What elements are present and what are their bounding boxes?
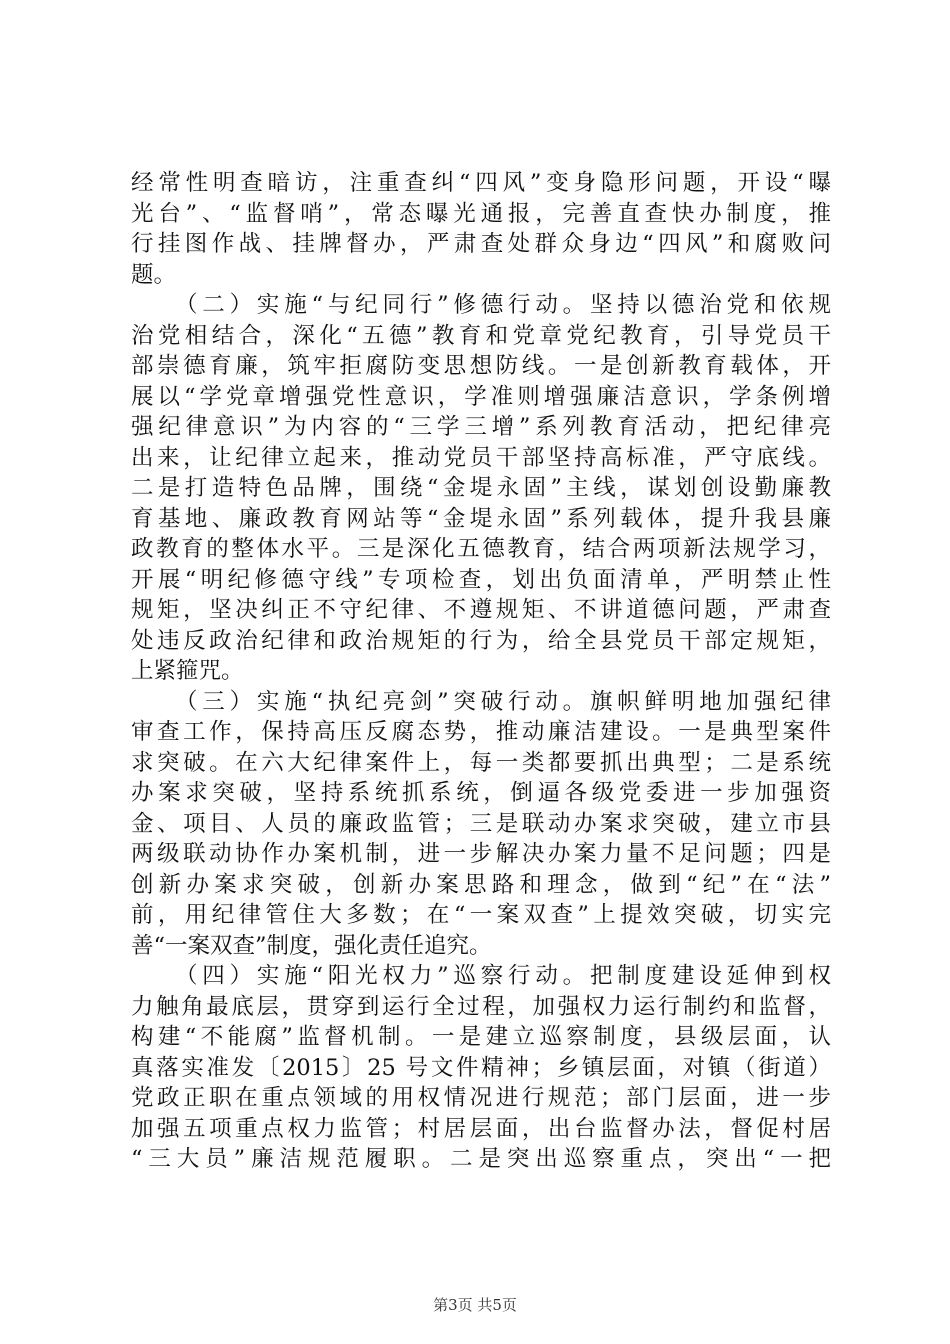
text-line: 二是打造特色品牌，围绕“金堤永固”主线，谋划创设勤廉教 [131, 475, 831, 501]
text-line: 出来，让纪律立起来，推动党员干部坚持高标准，严守底线。 [131, 444, 831, 471]
text-line: 党政正职在重点领域的用权情况进行规范；部门层面，进一步 [131, 1085, 831, 1111]
text-line: 行挂图作战、挂牌督办，严肃查处群众身边“四风”和腐败问 [131, 231, 831, 257]
text-line: 育基地、廉政教育网站等“金堤永固”系列载体，提升我县廉 [131, 505, 831, 532]
text-line: 金、项目、人员的廉政监管；三是联动办案求突破，建立市县 [131, 810, 831, 837]
text-line: 前，用纪律管住大多数；在“一案双查”上提效突破，切实完 [131, 902, 831, 928]
text-line: 求突破。在六大纪律案件上，每一类都要抓出典型；二是系统 [131, 749, 831, 776]
text-line: 构建“不能腐”监督机制。一是建立巡察制度，县级层面，认 [131, 1024, 831, 1050]
text-line: 题。 [131, 261, 177, 288]
document-body [131, 168, 831, 1175]
text-line: 加强五项重点权力监管；村居层面，出台监督办法，督促村居 [131, 1115, 831, 1142]
text-line: （四）实施“阳光权力”巡察行动。把制度建设延伸到权 [175, 963, 831, 989]
text-line: 力触角最底层，贯穿到运行全过程，加强权力运行制约和监督， [131, 993, 831, 1020]
text-line: 政教育的整体水平。三是深化五德教育，结合两项新法规学习， [131, 536, 831, 562]
text-line: 光台”、“监督哨”，常态曝光通报，完善直查快办制度，推 [131, 200, 831, 227]
text-line: 部崇德育廉，筑牢拒腐防变思想防线。一是创新教育载体，开 [131, 353, 831, 379]
text-line: 办案求突破，坚持系统抓系统，倒逼各级党委进一步加强资 [131, 780, 831, 806]
text-line: 展以“学党章增强党性意识，学准则增强廉洁意识，学条例增 [131, 383, 831, 410]
text-line: （三）实施“执纪亮剑”突破行动。旗帜鲜明地加强纪律 [175, 688, 831, 715]
text-line: 开展“明纪修德守线”专项检查，划出负面清单，严明禁止性 [131, 566, 831, 593]
text-line: “三大员”廉洁规范履职。二是突出巡察重点，突出“一把 [131, 1146, 831, 1172]
text-line: 规矩，坚决纠正不守纪律、不遵规矩、不讲道德问题，严肃查 [131, 597, 831, 623]
text-line: （二）实施“与纪同行”修德行动。坚持以德治党和依规 [175, 292, 831, 318]
text-line: 上紧箍咒。 [131, 658, 244, 684]
text-line: 审查工作，保持高压反腐态势，推动廉洁建设。一是典型案件 [131, 719, 831, 745]
text-line: 真落实准发〔2015〕25 号文件精神；乡镇层面，对镇（街道） [131, 1054, 831, 1081]
text-line: 善“一案双查”制度，强化责任追究。 [131, 932, 492, 959]
text-line: 处违反政治纪律和政治规矩的行为，给全县党员干部定规矩， [131, 627, 831, 654]
page-footer: 第3页 共5页 [433, 1296, 517, 1314]
text-line: 治党相结合，深化“五德”教育和党章党纪教育，引导党员干 [131, 322, 831, 349]
text-line: 创新办案求突破，创新办案思路和理念，做到“纪”在“法” [131, 871, 831, 898]
text-line: 两级联动协作办案机制，进一步解决办案力量不足问题；四是 [131, 841, 831, 867]
text-line: 经常性明查暗访，注重查纠“四风”变身隐形问题，开设“曝 [131, 170, 831, 196]
text-line: 强纪律意识”为内容的“三学三增”系列教育活动，把纪律亮 [131, 414, 831, 440]
